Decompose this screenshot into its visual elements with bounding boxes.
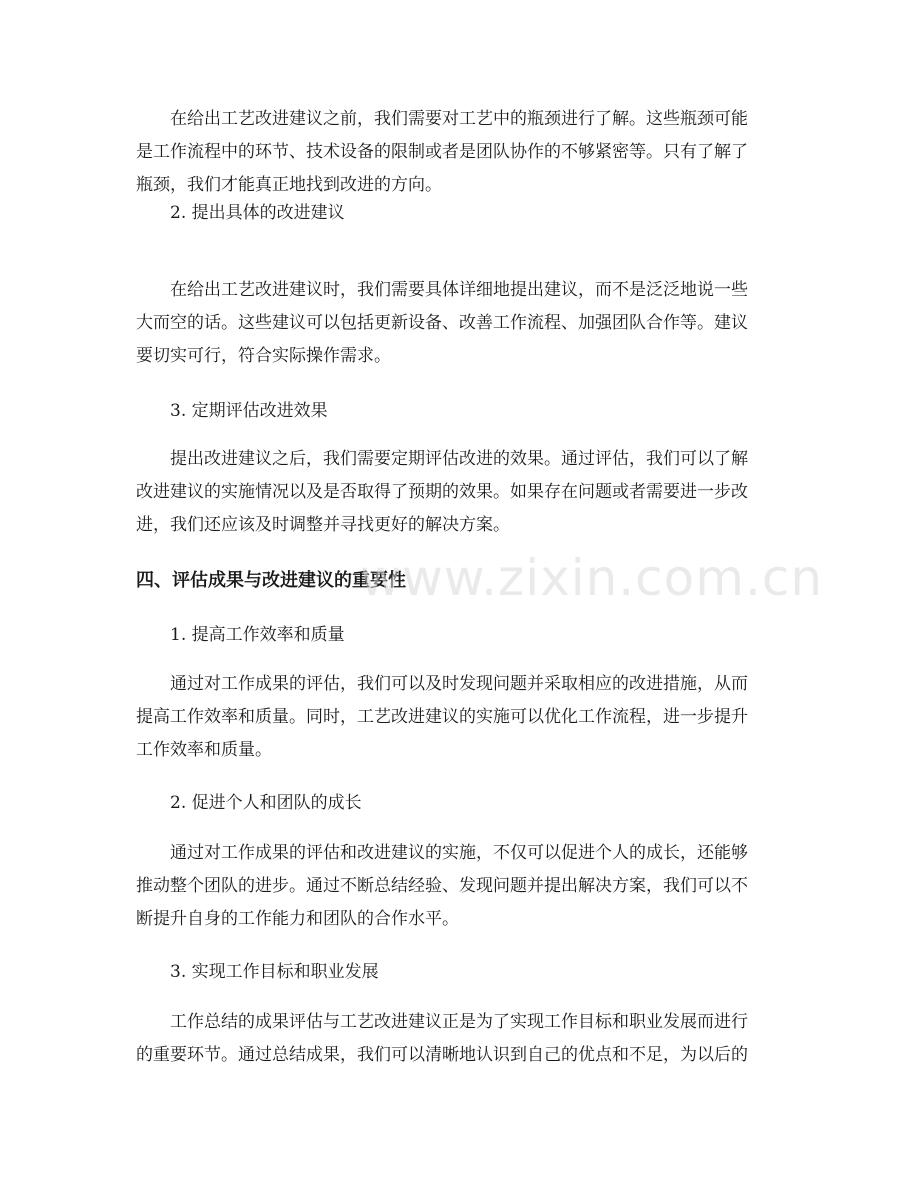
list-item-growth: 2. 促进个人和团队的成长 bbox=[170, 793, 362, 813]
paragraph-line: 通过对工作成果的评估和改进建议的实施，不仅可以促进个人的成长，还能够 bbox=[170, 843, 748, 863]
paragraph-line: 在给出工艺改进建议时，我们需要具体详细地提出建议，而不是泛泛地说一些 bbox=[170, 280, 748, 300]
paragraph-bottleneck bbox=[136, 103, 786, 202]
list-item-evaluate-effect: 3. 定期评估改进效果 bbox=[170, 401, 328, 421]
paragraph-growth bbox=[136, 837, 786, 936]
paragraph-line: 推动整个团队的进步。通过不断总结经验、发现问题并提出解决方案，我们可以不 bbox=[136, 876, 748, 896]
paragraph-line: 要切实可行，符合实际操作需求。 bbox=[136, 346, 391, 366]
paragraph-line: 工作总结的成果评估与工艺改进建议正是为了实现工作目标和职业发展而进行 bbox=[170, 1012, 748, 1032]
list-item-efficiency-quality: 1. 提高工作效率和质量 bbox=[170, 625, 345, 645]
paragraph-line: 断提升自身的工作能力和团队的合作水平。 bbox=[136, 909, 459, 929]
paragraph-specific-suggestions bbox=[136, 274, 786, 373]
paragraph-line: 提出改进建议之后，我们需要定期评估改进的效果。通过评估，我们可以了解 bbox=[170, 449, 748, 469]
list-item-career-goals: 3. 实现工作目标和职业发展 bbox=[170, 962, 379, 982]
paragraph-line: 瓶颈，我们才能真正地找到改进的方向。 bbox=[136, 175, 442, 195]
paragraph-line: 提高工作效率和质量。同时，工艺改进建议的实施可以优化工作流程，进一步提升 bbox=[136, 707, 748, 727]
paragraph-efficiency-quality bbox=[136, 668, 786, 767]
list-item-specific-suggestions: 2. 提出具体的改进建议 bbox=[170, 203, 345, 223]
paragraph-line: 通过对工作成果的评估，我们可以及时发现问题并采取相应的改进措施，从而 bbox=[170, 674, 748, 694]
paragraph-line: 工作效率和质量。 bbox=[136, 740, 272, 760]
paragraph-line: 大而空的话。这些建议可以包括更新设备、改善工作流程、加强团队合作等。建议 bbox=[136, 313, 748, 333]
paragraph-line: 是工作流程中的环节、技术设备的限制或者是团队协作的不够紧密等。只有了解了 bbox=[136, 142, 748, 162]
section-heading: 四、评估成果与改进建议的重要性 bbox=[136, 570, 406, 591]
watermark-text: www.zixin.com.cn bbox=[360, 549, 824, 607]
paragraph-career-goals bbox=[136, 1006, 786, 1072]
paragraph-line: 在给出工艺改进建议之前，我们需要对工艺中的瓶颈进行了解。这些瓶颈可能 bbox=[170, 109, 748, 129]
paragraph-line: 改进建议的实施情况以及是否取得了预期的效果。如果存在问题或者需要进一步改 bbox=[136, 482, 748, 502]
paragraph-line: 进，我们还应该及时调整并寻找更好的解决方案。 bbox=[136, 515, 510, 535]
paragraph-line: 的重要环节。通过总结成果，我们可以清晰地认识到自己的优点和不足，为以后的 bbox=[136, 1045, 748, 1065]
paragraph-evaluate-effect bbox=[136, 443, 786, 542]
